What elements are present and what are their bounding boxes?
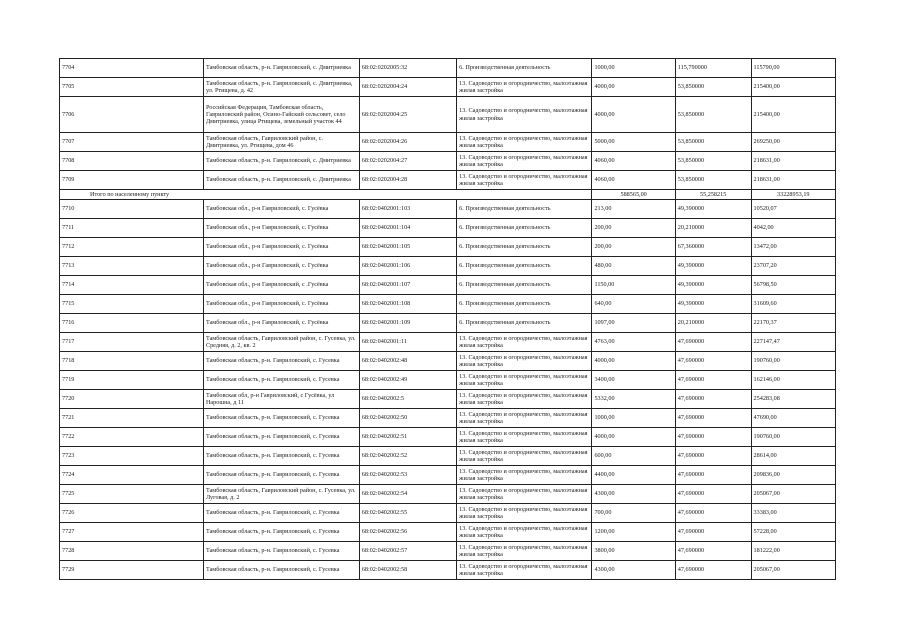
cadastral-number-cell: 68:02:0402001:107 (359, 276, 456, 295)
row-number: 7727 (60, 523, 204, 542)
value-cell: 56798,50 (751, 276, 835, 295)
cadastral-number-cell: 68:02:0402001:11 (359, 333, 456, 352)
value-cell: 190760,00 (751, 428, 835, 447)
area-cell: 600,00 (592, 447, 675, 466)
land-use-cell: 13. Садоводство и огородничество, малоэтажная жилая застройка (457, 352, 592, 371)
area-cell: 1000,00 (592, 59, 675, 78)
address-cell: Тамбовская область, р-н. Гавриловский, с. Гусевка (203, 561, 359, 580)
value-cell: 33383,00 (751, 504, 835, 523)
value-cell: 162146,00 (751, 371, 835, 390)
cadastral-number-cell: 68:02:0402002:56 (359, 523, 456, 542)
subtotal-area: 588565,00 (592, 190, 675, 200)
row-number: 7716 (60, 314, 204, 333)
address-cell: Тамбовская область, р-н. Гавриловский, с. Гусевка (203, 542, 359, 561)
row-number: 7711 (60, 219, 204, 238)
land-use-cell: 13. Садоводство и огородничество, малоэтажная жилая застройка (457, 371, 592, 390)
rate-cell: 47,690000 (675, 447, 751, 466)
value-cell: 31609,60 (751, 295, 835, 314)
address-cell: Тамбовская обл., р-н Гавриловский, с. Гусёвка (203, 314, 359, 333)
land-use-cell: 13. Садоводство и огородничество, малоэтажная жилая застройка (457, 504, 592, 523)
table-body-lower (60, 200, 836, 580)
table-row (60, 504, 836, 523)
land-use-cell: 13. Садоводство и огородничество, малоэтажная жилая застройка (457, 561, 592, 580)
land-use-cell: 13. Садоводство и огородничество, малоэтажная жилая застройка (457, 390, 592, 409)
cadastral-number-cell: 68:02:0402001:108 (359, 295, 456, 314)
row-number: 7728 (60, 542, 204, 561)
row-number: 7723 (60, 447, 204, 466)
cadastral-number-cell: 68:02:0202004:27 (359, 152, 456, 171)
land-use-cell: 13. Садоводство и огородничество, малоэтажная жилая застройка (457, 171, 592, 190)
subtotal-rate: 55,258215 (675, 190, 751, 200)
land-use-cell: 6. Производственная деятельность (457, 219, 592, 238)
rate-cell: 67,360000 (675, 238, 751, 257)
address-cell: Тамбовская область, р-н. Гавриловский, с. Гусевка (203, 371, 359, 390)
value-cell: 28614,00 (751, 447, 835, 466)
area-cell: 200,00 (592, 219, 675, 238)
rate-cell: 47,690000 (675, 485, 751, 504)
row-number: 7721 (60, 409, 204, 428)
cadastral-value-table (59, 58, 836, 580)
land-use-cell: 6. Производственная деятельность (457, 238, 592, 257)
row-number: 7718 (60, 352, 204, 371)
row-number: 7710 (60, 200, 204, 219)
area-cell: 1000,00 (592, 409, 675, 428)
row-number: 7712 (60, 238, 204, 257)
address-cell: Тамбовская область, р-н. Гавриловский, с. Дмитриевка (203, 171, 359, 190)
cadastral-number-cell: 68:02:0202004:25 (359, 97, 456, 133)
table-row (60, 152, 836, 171)
table-row (60, 171, 836, 190)
row-number: 7724 (60, 466, 204, 485)
area-cell: 213,00 (592, 200, 675, 219)
area-cell: 1097,00 (592, 314, 675, 333)
value-cell: 218631,00 (751, 152, 835, 171)
table-row (60, 390, 836, 409)
value-cell: 227147,47 (751, 333, 835, 352)
address-cell: Тамбовская обл., р-н Гавриловский, с. Гусёвка (203, 295, 359, 314)
area-cell: 3400,00 (592, 371, 675, 390)
land-use-cell: 13. Садоводство и огородничество, малоэтажная жилая застройка (457, 466, 592, 485)
area-cell: 3800,00 (592, 542, 675, 561)
cadastral-number-cell: 68:02:0402002:49 (359, 371, 456, 390)
land-use-cell: 6. Производственная деятельность (457, 200, 592, 219)
cadastral-number-cell: 68:02:0402002:53 (359, 466, 456, 485)
value-cell: 269250,00 (751, 133, 835, 152)
value-cell: 13472,00 (751, 238, 835, 257)
table-row (60, 447, 836, 466)
land-use-cell: 13. Садоводство и огородничество, малоэтажная жилая застройка (457, 428, 592, 447)
address-cell: Тамбовская обл, р-н Гавриловский, с Гусёвка, ул Нарошна, д 11 (203, 390, 359, 409)
table-body-upper (60, 59, 836, 190)
land-use-cell: 6. Производственная деятельность (457, 276, 592, 295)
land-use-cell: 13. Садоводство и огородничество, малоэтажная жилая застройка (457, 542, 592, 561)
table-row (60, 97, 836, 133)
row-number: 7719 (60, 371, 204, 390)
value-cell: 215400,00 (751, 78, 835, 97)
value-cell: 23707,20 (751, 257, 835, 276)
cadastral-number-cell: 68:02:0402001:105 (359, 238, 456, 257)
rate-cell: 53,850000 (675, 152, 751, 171)
value-cell: 205067,00 (751, 561, 835, 580)
address-cell: Тамбовская область, р-н. Гавриловский, с. Гусевка (203, 428, 359, 447)
address-cell: Тамбовская область, Гавриловский район, с. Дмитриевка, ул. Ртищева, дом 46 (203, 133, 359, 152)
rate-cell: 47,690000 (675, 523, 751, 542)
address-cell: Тамбовская область, р-н. Гавриловский, с. Гусевка (203, 466, 359, 485)
table-row (60, 257, 836, 276)
land-use-cell: 13. Садоводство и огородничество, малоэтажная жилая застройка (457, 333, 592, 352)
land-use-cell: 13. Садоводство и огородничество, малоэтажная жилая застройка (457, 523, 592, 542)
address-cell: Тамбовская область, р-н. Гавриловский, с. Гусевка (203, 504, 359, 523)
rate-cell: 47,690000 (675, 561, 751, 580)
address-cell: Тамбовская область, р-н. Гавриловский, с. Гусевка (203, 447, 359, 466)
table-row (60, 238, 836, 257)
address-cell: Тамбовская обл., р-н Гавриловский, с .Гусёвка (203, 276, 359, 295)
value-cell: 181222,00 (751, 542, 835, 561)
subtotal-section (60, 190, 836, 200)
row-number: 7706 (60, 97, 204, 133)
area-cell: 480,00 (592, 257, 675, 276)
cadastral-number-cell: 68:02:0202004:24 (359, 78, 456, 97)
cadastral-number-cell: 68:02:0402002:57 (359, 542, 456, 561)
area-cell: 4300,00 (592, 485, 675, 504)
address-cell: Тамбовская область, р-н. Гавриловский, с. Гусевка (203, 409, 359, 428)
cadastral-number-cell: 68:02:0202004:28 (359, 171, 456, 190)
area-cell: 4060,00 (592, 152, 675, 171)
cadastral-number-cell: 68:02:0402002:50 (359, 409, 456, 428)
cadastral-number-cell: 68:02:0402002:55 (359, 504, 456, 523)
land-use-cell: 13. Садоводство и огородничество, малоэтажная жилая застройка (457, 78, 592, 97)
value-cell: 10520,07 (751, 200, 835, 219)
land-use-cell: 6. Производственная деятельность (457, 314, 592, 333)
area-cell: 5332,00 (592, 390, 675, 409)
rate-cell: 49,390000 (675, 276, 751, 295)
rate-cell: 49,390000 (675, 257, 751, 276)
cadastral-number-cell: 68:02:0402001:103 (359, 200, 456, 219)
row-number: 7707 (60, 133, 204, 152)
table-row (60, 295, 836, 314)
rate-cell: 47,690000 (675, 504, 751, 523)
table-row (60, 219, 836, 238)
rate-cell: 47,690000 (675, 352, 751, 371)
row-number: 7729 (60, 561, 204, 580)
rate-cell: 49,390000 (675, 200, 751, 219)
address-cell: Тамбовская область, р-н. Гавриловский, с. Дмитриевка (203, 59, 359, 78)
cadastral-number-cell: 68:02:0402002:48 (359, 352, 456, 371)
rate-cell: 49,390000 (675, 295, 751, 314)
address-cell: Тамбовская область, р-н. Гавриловский, с. Дмитриевка, ул. Ртищева, д. 42 (203, 78, 359, 97)
address-cell: Тамбовская обл., р-н Гавриловский, с. Гусёвка (203, 238, 359, 257)
value-cell: 4042,00 (751, 219, 835, 238)
cadastral-number-cell: 68:02:0402002:52 (359, 447, 456, 466)
rate-cell: 47,690000 (675, 333, 751, 352)
rate-cell: 47,690000 (675, 542, 751, 561)
row-number: 7705 (60, 78, 204, 97)
subtotal-value: 33228953,19 (751, 190, 835, 200)
row-number: 7717 (60, 333, 204, 352)
value-cell: 205067,00 (751, 485, 835, 504)
cadastral-number-cell: 68:02:0402001:104 (359, 219, 456, 238)
area-cell: 4763,00 (592, 333, 675, 352)
table-row (60, 133, 836, 152)
land-use-cell: 13. Садоводство и огородничество, малоэтажная жилая застройка (457, 409, 592, 428)
row-number: 7725 (60, 485, 204, 504)
land-use-cell: 13. Садоводство и огородничество, малоэтажная жилая застройка (457, 447, 592, 466)
address-cell: Тамбовская область, Гавриловский район, с. Гусевка, ул. Луговая, д. 2 (203, 485, 359, 504)
table-row (60, 371, 836, 390)
cadastral-number-cell: 68:02:0402002:5 (359, 390, 456, 409)
area-cell: 1150,00 (592, 276, 675, 295)
value-cell: 115790,00 (751, 59, 835, 78)
area-cell: 4000,00 (592, 97, 675, 133)
area-cell: 4000,00 (592, 428, 675, 447)
cadastral-number-cell: 68:02:0402001:109 (359, 314, 456, 333)
rate-cell: 47,690000 (675, 466, 751, 485)
table-row (60, 428, 836, 447)
address-cell: Тамбовская область, Гавриловский район, с. Гусевка, ул. Средняя, д. 2, кв. 2 (203, 333, 359, 352)
value-cell: 47690,00 (751, 409, 835, 428)
rate-cell: 53,850000 (675, 171, 751, 190)
cadastral-number-cell: 68:02:0402002:54 (359, 485, 456, 504)
land-use-cell: 6. Производственная деятельность (457, 295, 592, 314)
row-number: 7704 (60, 59, 204, 78)
value-cell: 215400,00 (751, 97, 835, 133)
area-cell: 4000,00 (592, 78, 675, 97)
cadastral-number-cell: 68:02:0402002:51 (359, 428, 456, 447)
row-number: 7722 (60, 428, 204, 447)
land-use-cell: 6. Производственная деятельность (457, 59, 592, 78)
table-row (60, 485, 836, 504)
area-cell: 5000,00 (592, 133, 675, 152)
row-number: 7709 (60, 171, 204, 190)
value-cell: 209836,00 (751, 466, 835, 485)
rate-cell: 47,690000 (675, 409, 751, 428)
address-cell: Тамбовская область, р-н. Гавриловский, с. Гусевка (203, 523, 359, 542)
land-use-cell: 13. Садоводство и огородничество, малоэтажная жилая застройка (457, 485, 592, 504)
table-row (60, 523, 836, 542)
address-cell: Российская Федерация, Тамбовская область, Гавриловский район, Осино-Гайский сельсовет, село Дмитриевка, улица Ртищева, земельный участок 44 (203, 97, 359, 133)
rate-cell: 53,850000 (675, 133, 751, 152)
land-use-cell: 13. Садоводство и огородничество, малоэтажная жилая застройка (457, 97, 592, 133)
area-cell: 200,00 (592, 238, 675, 257)
address-cell: Тамбовская область, р-н. Гавриловский, с. Гусевка (203, 352, 359, 371)
address-cell: Тамбовская обл., р-н Гавриловский, с. Гусёвка (203, 200, 359, 219)
row-number: 7713 (60, 257, 204, 276)
table-row (60, 352, 836, 371)
value-cell: 57228,00 (751, 523, 835, 542)
value-cell: 218631,00 (751, 171, 835, 190)
value-cell: 22170,37 (751, 314, 835, 333)
rate-cell: 47,690000 (675, 371, 751, 390)
table-row (60, 333, 836, 352)
rate-cell: 20,210000 (675, 219, 751, 238)
value-cell: 190760,00 (751, 352, 835, 371)
land-use-cell: 6. Производственная деятельность (457, 257, 592, 276)
land-use-cell: 13. Садоводство и огородничество, малоэтажная жилая застройка (457, 133, 592, 152)
cadastral-number-cell: 68:02:0402002:58 (359, 561, 456, 580)
table-row (60, 409, 836, 428)
area-cell: 4060,00 (592, 171, 675, 190)
cadastral-number-cell: 68:02:0402001:106 (359, 257, 456, 276)
row-number: 7715 (60, 295, 204, 314)
table-row (60, 78, 836, 97)
rate-cell: 20,210000 (675, 314, 751, 333)
value-cell: 254283,08 (751, 390, 835, 409)
area-cell: 700,00 (592, 504, 675, 523)
rate-cell: 53,850000 (675, 97, 751, 133)
address-cell: Тамбовская обл., р-н Гавриловский, с. Гусёвка (203, 257, 359, 276)
table-row (60, 314, 836, 333)
area-cell: 4400,00 (592, 466, 675, 485)
address-cell: Тамбовская обл., р-н Гавриловский, с. Гусёвка (203, 219, 359, 238)
subtotal-label: Итого по населенному пункту (60, 190, 592, 200)
table-row (60, 561, 836, 580)
cadastral-number-cell: 68:02:0202004:26 (359, 133, 456, 152)
rate-cell: 53,850000 (675, 78, 751, 97)
area-cell: 1200,00 (592, 523, 675, 542)
table-row (60, 276, 836, 295)
table-row (60, 200, 836, 219)
subtotal-row (60, 190, 836, 200)
rate-cell: 115,790000 (675, 59, 751, 78)
area-cell: 4000,00 (592, 352, 675, 371)
area-cell: 640,00 (592, 295, 675, 314)
address-cell: Тамбовская область, р-н. Гавриловский, с. Дмитриевка (203, 152, 359, 171)
row-number: 7720 (60, 390, 204, 409)
row-number: 7708 (60, 152, 204, 171)
rate-cell: 47,690000 (675, 390, 751, 409)
area-cell: 4300,00 (592, 561, 675, 580)
cadastral-number-cell: 68:02:0202005:32 (359, 59, 456, 78)
row-number: 7726 (60, 504, 204, 523)
rate-cell: 47,690000 (675, 428, 751, 447)
land-use-cell: 13. Садоводство и огородничество, малоэтажная жилая застройка (457, 152, 592, 171)
table-row (60, 466, 836, 485)
table-row (60, 59, 836, 78)
row-number: 7714 (60, 276, 204, 295)
table-row (60, 542, 836, 561)
